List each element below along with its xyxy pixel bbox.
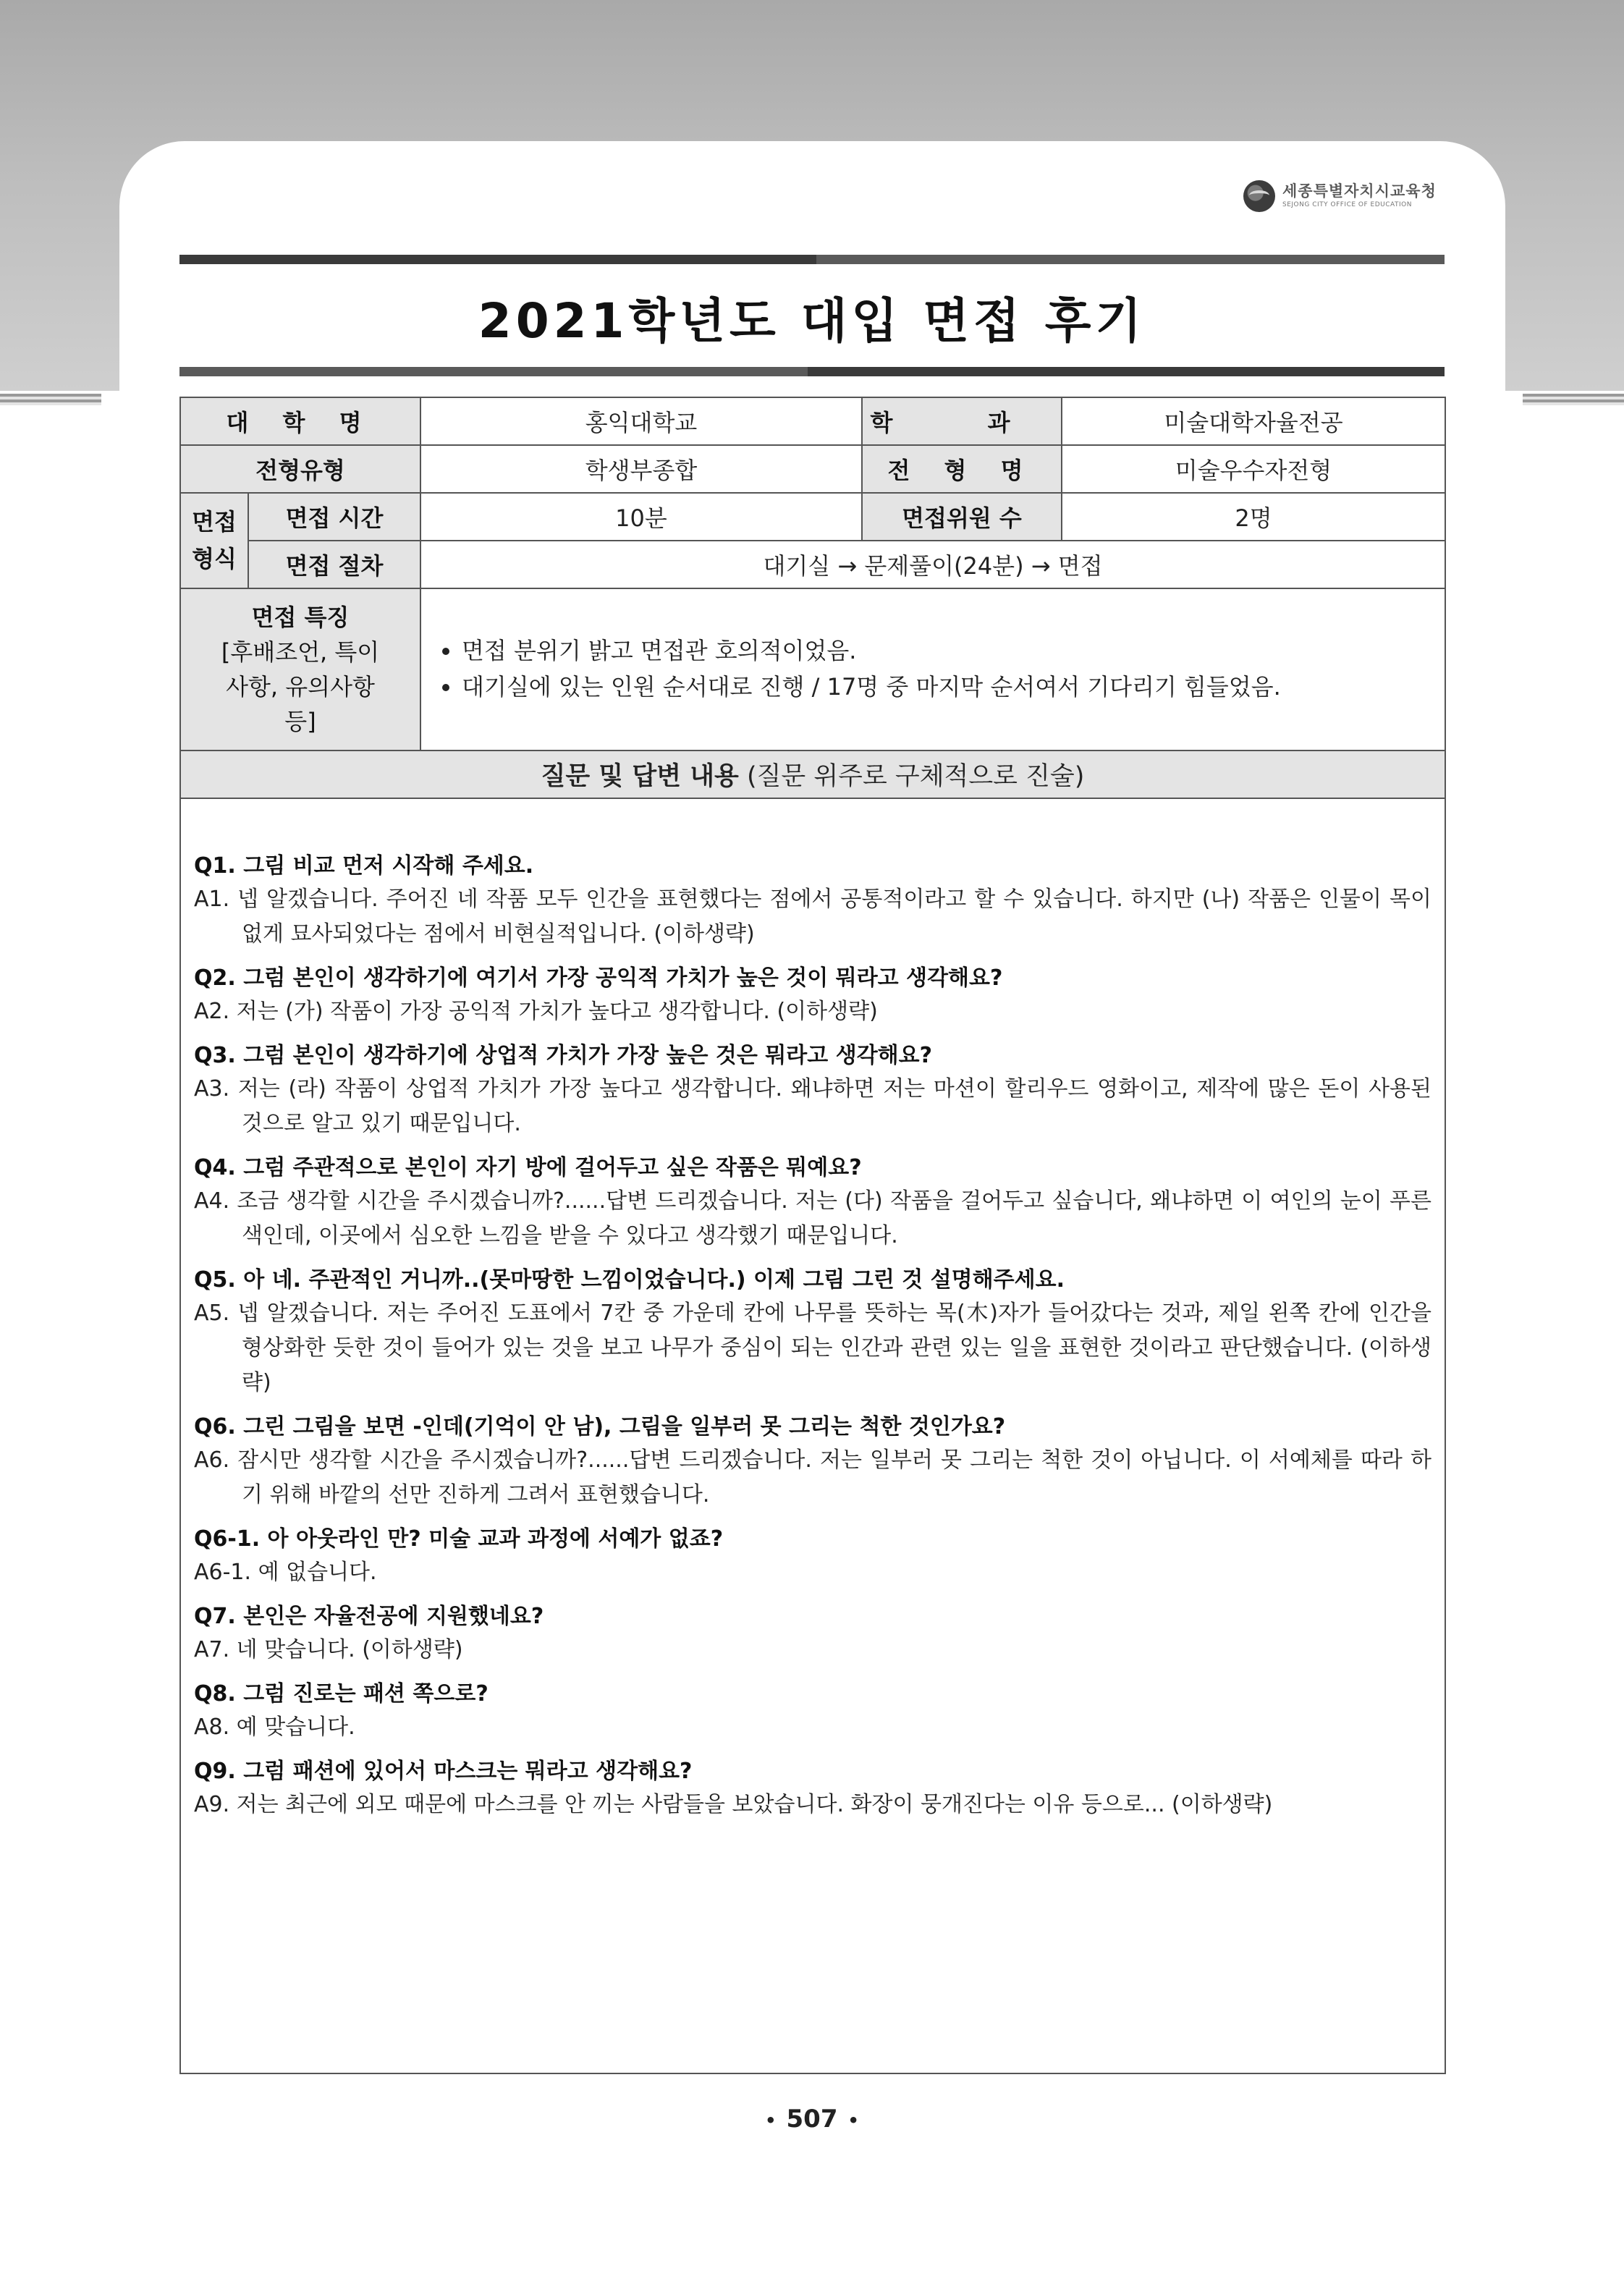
logo-text: 세종특별자치시교육청 [1282, 182, 1437, 200]
qa-item [194, 850, 1431, 952]
qa-item [194, 1678, 1431, 1745]
qa-item [194, 1151, 1431, 1253]
table-row [180, 588, 1445, 750]
question: Q4. 그럼 주관적으로 본인이 자기 방에 걸어두고 싶은 작품은 뭐예요? [194, 1155, 862, 1180]
answer: A4. 조금 생각할 시간을 주시겠습니까?......답변 드리겠습니다. 저는 (다) 작품을 걸어두고 싶습니다, 왜냐하면 이 여인의 눈이 푸른 색인데, 이곳에서 심오한 느낌을 받을 수 있다고 생각했기 때문입니다. [194, 1188, 1431, 1248]
page-number-value: 507 [786, 2105, 838, 2134]
admission-type-label: 전형유형 [180, 445, 420, 493]
dept-value: 미술대학자율전공 [1062, 397, 1445, 445]
answer: A8. 예 맞습니다. [194, 1714, 355, 1740]
qa-item [194, 962, 1431, 1029]
track-label: 전 형 명 [862, 445, 1062, 493]
answer: A6-1. 예 없습니다. [194, 1560, 377, 1585]
dept-label: 학 과 [862, 397, 1062, 445]
univ-label: 대 학 명 [180, 397, 420, 445]
qa-item [194, 1264, 1431, 1400]
list-item: • 대기실에 있는 인원 순서대로 진행 / 17명 중 마지막 순서여서 기다리기 힘들었음. [462, 669, 1440, 706]
feature-label-title: 면접 특징 [251, 604, 350, 631]
admission-type-value: 학생부종합 [420, 445, 862, 493]
table-row [180, 750, 1445, 798]
list-item: • 면접 분위기 밝고 면접관 호의적이었음. [462, 633, 1440, 669]
answer: A3. 저는 (라) 작품이 상업적 가치가 가장 높다고 생각합니다. 왜냐하면 저는 마션이 할리우드 영화이고, 제작에 많은 돈이 사용된 것으로 알고 있기 때문입니다. [194, 1076, 1431, 1136]
logo-subtext: SEJONG CITY OFFICE OF EDUCATION [1282, 201, 1412, 208]
question: Q6-1. 아 아웃라인 만? 미술 교과 과정에 서예가 없죠? [194, 1526, 724, 1552]
question: Q5. 아 네. 주관적인 거니까..(못마땅한 느낌이었습니다.) 이제 그림 그린 것 설명해주세요. [194, 1267, 1065, 1293]
feature-label [180, 588, 420, 750]
qa-section-header [180, 750, 1445, 798]
question: Q1. 그림 비교 먼저 시작해 주세요. [194, 853, 534, 879]
page-title: 2021학년도 대입 면접 후기 [478, 293, 1146, 349]
univ-value: 홍익대학교 [420, 397, 862, 445]
table-row [180, 493, 1445, 541]
page-number: • 507 • [765, 2105, 859, 2134]
right-stripe-decoration [1523, 394, 1624, 405]
panel-value: 2명 [1062, 493, 1445, 541]
feature-label-sub: [후배조언, 특이사항, 유의사항 등] [221, 638, 380, 735]
qa-header-note: (질문 위주로 구체적으로 진술) [746, 762, 1085, 791]
office-logo [1243, 179, 1437, 213]
question: Q9. 그럼 패션에 있어서 마스크는 뭐라고 생각해요? [194, 1759, 693, 1784]
table-row [180, 798, 1445, 2073]
left-stripe-decoration [0, 394, 101, 405]
qa-item [194, 1039, 1431, 1141]
title-rule-top [179, 255, 1445, 264]
time-value: 10분 [420, 493, 862, 541]
table-row [180, 541, 1445, 588]
interview-info-table [179, 397, 1446, 2074]
process-value: 대기실 → 문제풀이(24분) → 면접 [420, 541, 1445, 588]
qa-content [180, 798, 1445, 2073]
time-label: 면접 시간 [248, 493, 420, 541]
question: Q6. 그린 그림을 보면 -인데(기억이 안 남), 그림을 일부러 못 그리는 척한 것인가요? [194, 1414, 1006, 1439]
qa-item [194, 1411, 1431, 1513]
question: Q7. 본인은 자율전공에 지원했네요? [194, 1604, 544, 1629]
logo-emblem-icon [1243, 180, 1275, 212]
feature-list [436, 633, 1440, 705]
track-value: 미술우수자전형 [1062, 445, 1445, 493]
answer: A2. 저는 (가) 작품이 가장 공익적 가치가 높다고 생각합니다. (이하생략) [194, 999, 878, 1024]
answer: A7. 네 맞습니다. (이하생략) [194, 1637, 463, 1662]
qa-item [194, 1755, 1431, 1822]
answer: A9. 저는 최근에 외모 때문에 마스크를 안 끼는 사람들을 보았습니다. 화장이 뭉개진다는 이유 등으로... (이하생략) [194, 1792, 1273, 1817]
answer: A6. 잠시만 생각할 시간을 주시겠습니까?......답변 드리겠습니다. 저는 일부러 못 그리는 척한 것이 아닙니다. 이 서예체를 따라 하기 위해 바깥의 선만 진하게 그려서 표현했습니다. [194, 1447, 1431, 1508]
feature-content [420, 588, 1445, 750]
question: Q8. 그럼 진로는 패션 쪽으로? [194, 1681, 489, 1707]
table-row [180, 445, 1445, 493]
qa-item [194, 1600, 1431, 1667]
panel-label: 면접위원 수 [862, 493, 1062, 541]
answer: A5. 넵 알겠습니다. 저는 주어진 도표에서 7칸 중 가운데 칸에 나무를 뜻하는 목(木)자가 들어갔다는 것과, 제일 왼쪽 칸에 인간을 형상화한 듯한 것이 들어가 있는 것을 보고 나무가 중심이 되는 인간과 관련 있는 일을 표현한 것이라고 판단했습니다. (이하생략) [194, 1301, 1432, 1395]
question: Q3. 그럼 본인이 생각하기에 상업적 가치가 가장 높은 것은 뭐라고 생각해요? [194, 1043, 933, 1068]
format-label: 면접 형식 [180, 493, 248, 588]
process-label: 면접 절차 [248, 541, 420, 588]
title-rule-bottom [179, 367, 1445, 376]
question: Q2. 그럼 본인이 생각하기에 여기서 가장 공익적 가치가 높은 것이 뭐라고 생각해요? [194, 965, 1003, 991]
answer: A1. 넵 알겠습니다. 주어진 네 작품 모두 인간을 표현했다는 점에서 공통적이라고 할 수 있습니다. 하지만 (나) 작품은 인물이 목이 없게 묘사되었다는 점에서 비현실적입니다. (이하생략) [194, 887, 1431, 947]
qa-item [194, 1523, 1431, 1590]
qa-header-title: 질문 및 답변 내용 [541, 762, 739, 791]
table-row [180, 397, 1445, 445]
